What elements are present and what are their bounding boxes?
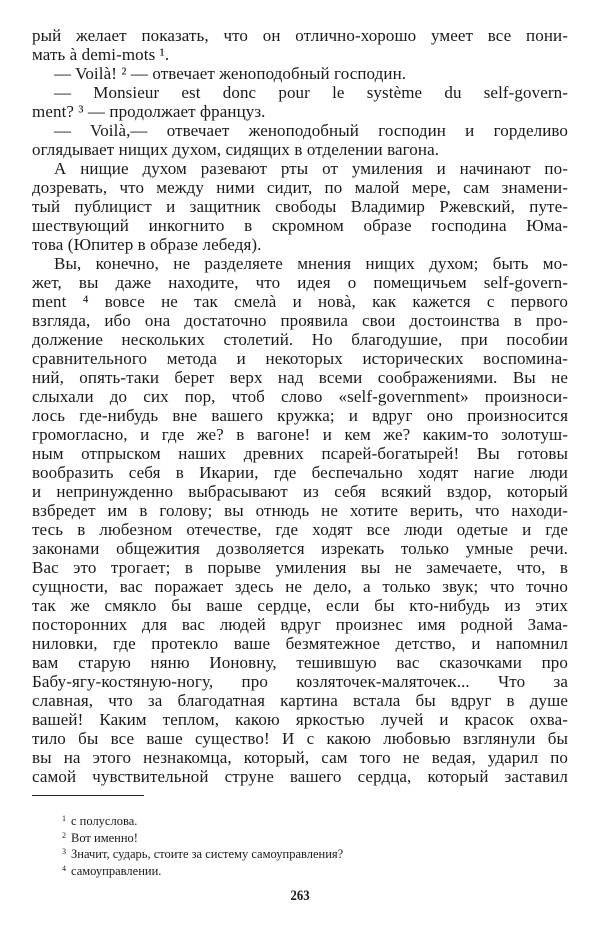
footnote-mark: 4: [62, 863, 66, 873]
footnote-text: Вот именно!: [71, 830, 138, 845]
text-line: славная, что за благодатная картина встала бы вдруг в душе: [32, 691, 568, 710]
text-line: Вы, конечно, не разделяете мнения нищих духом; быть мо-: [54, 254, 568, 273]
paragraph: [32, 254, 568, 786]
footnote-mark: 1: [62, 814, 66, 823]
footnote-text: Значит, сударь, стоите за систему самоуправления?: [71, 847, 344, 861]
page-number: 263: [290, 888, 310, 904]
text-line: лось где-нибудь вне вашего кружка; и вдруг оно произносится: [32, 406, 568, 425]
text-line: ний, опять-таки берет верх над всеми соображениями. Вы не: [32, 368, 568, 387]
text-line: тило бы все ваше существо! И с какою любовью взглянули бы: [32, 729, 568, 748]
text-line: Вас это трогает; в порыве умиления вы не замечаете, что, в: [32, 558, 568, 577]
text-line: тесь в любезном отечестве, где ходят все люди одетые и где: [32, 520, 568, 539]
text-line: посторонних для вас людей вдруг произнес имя родной Зама-: [32, 615, 568, 634]
text-line: Бабу-ягу-костяную-ногу, про козляточек-маляточек... Что за: [32, 672, 568, 691]
text-line: вашей! Каким теплом, какою яркостью лучей и красок охва-: [32, 710, 568, 729]
text-line: шествующий инкогнито в скромном образе господина Юма-: [32, 216, 568, 235]
text-line: ным отпрыском наших древних псарей-богатырей! Вы готовы: [32, 444, 568, 463]
footnote: [62, 829, 343, 846]
text-line: сравнительного метода и некоторых исторических воспомина-: [32, 349, 568, 368]
text-line: ниловки, где протекло ваше безмятежное детство, и напомнил: [32, 634, 568, 653]
text-line: — Voilà,— отвечает женоподобный господин и горделиво: [54, 121, 568, 140]
text-line: оглядывает нищих духом, сидящих в отделении вагона.: [32, 140, 440, 159]
text-line: това (Юпитер в образе лебедя).: [32, 235, 262, 254]
paragraph: [32, 64, 568, 83]
footnote-text: самоуправлении.: [71, 863, 162, 878]
text-line: мать à demi-mots ¹.: [32, 45, 170, 64]
footnote-text: с полуслова.: [71, 814, 138, 828]
text-line: — Voilà! ² — отвечает женоподобный господин.: [54, 64, 407, 83]
text-line: законами общежития дозволяется изрекать только умные речи.: [32, 539, 568, 558]
text-line: ment ⁴ вовсе не так смелà и новà, как кажется с первого: [32, 292, 568, 311]
text-line: рый желает показать, что он отлично-хорошо умеет все пони-: [32, 26, 568, 45]
text-line: — Monsieur est donc pour le système du self-govern-: [54, 83, 568, 102]
text-line: вообразить себя в Икарии, где беспечально ходят нагие люди: [32, 463, 568, 482]
text-line: вы на этого незнакомца, который, сам того не ведая, ударил по: [32, 748, 568, 767]
text-line: ment? ³ — продолжает француз.: [32, 102, 266, 121]
text-line: взгляда, ибо она достаточно проявила свои достоинства в про-: [32, 311, 568, 330]
footnote-divider: [32, 795, 144, 796]
paragraph: [32, 26, 568, 64]
text-line: слыхали до сих пор, чтоб слово «self-government» произноси-: [32, 387, 568, 406]
text-line: А нищие духом разевают рты от умиления и начинают по-: [54, 159, 568, 178]
footnote: [62, 845, 343, 862]
footnote: [62, 812, 343, 829]
text-line: и непринужденно выбрасывают из себя всякий вздор, который: [32, 482, 568, 501]
paragraph: [32, 121, 568, 159]
text-line: жет, вы даже находите, что идея о помещичьем self-govern-: [32, 273, 568, 292]
text-line: взбредет им в голову; вы отнюдь не хотите верить, что находи-: [32, 501, 568, 520]
footnote: [62, 862, 343, 879]
text-line: должение нескольких столетий. Но благодушие, при пособии: [32, 330, 568, 349]
footnote-mark: 2: [62, 830, 66, 840]
footnotes: [62, 812, 343, 878]
text-line: громогласно, и где же? в вагоне! и кем же? каким-то золотуш-: [32, 425, 568, 444]
body-text: [32, 26, 568, 786]
text-line: сущности, вас поражает здесь не дело, а только звук; что точно: [32, 577, 568, 596]
text-line: вам старую няню Ионовну, тешившую вас сказочками про: [32, 653, 568, 672]
text-line: дозревать, что между ними сидит, по малой мере, сам знамени-: [32, 178, 568, 197]
footnote-mark: 3: [62, 847, 66, 856]
paragraph: [32, 83, 568, 121]
text-line: тый публицист и защитник свободы Владимир Ржевский, путе-: [32, 197, 568, 216]
text-line: самой чувствительной струне вашего сердца, который заставил: [32, 767, 568, 786]
text-line: так же смякло бы ваше сердце, если бы кто-нибудь из этих: [32, 596, 568, 615]
paragraph: [32, 159, 568, 254]
